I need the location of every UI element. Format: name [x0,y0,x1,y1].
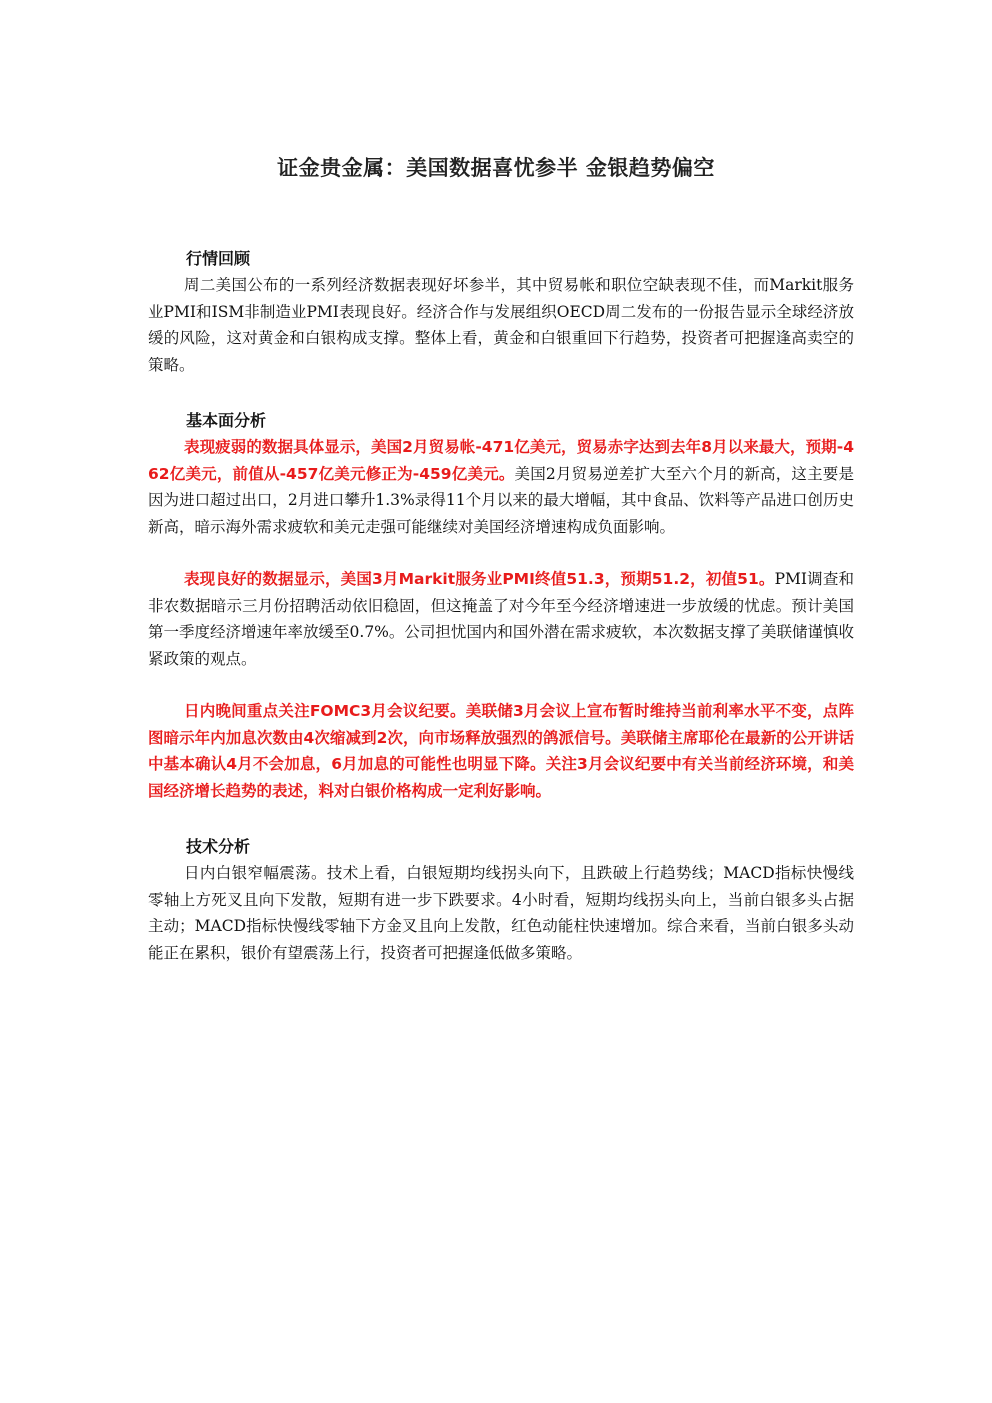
highlighted-text: 表现疲弱的数据具体显示，美国2月贸易帐-471亿美元，贸易赤字达到去年8月以来最大，预期-462亿美元，前值从-457亿美元修正为-459亿美元。 [148,438,854,483]
section-heading: 技术分析 [186,837,251,856]
paragraph: 周二美国公布的一系列经济数据表现好坏参半，其中贸易帐和职位空缺表现不佳，而Markit服务业PMI和ISM非制造业PMI表现良好。经济合作与发展组织OECD周二发布的一份报告显示全球经济放缓的风险，这对黄金和白银构成支撑。整体上看，黄金和白银重回下行趋势，投资者可把握逢高卖空的策略。 [148,276,854,374]
section-fundamental-analysis [148,408,854,804]
spacer [148,540,854,566]
spacer [148,804,854,834]
paragraph: 日内白银窄幅震荡。技术上看，白银短期均线拐头向下，且跌破上行趋势线；MACD指标快慢线零轴上方死叉且向下发散，短期有进一步下跌要求。4小时看，短期均线拐头向上，当前白银多头占据主动；MACD指标快慢线零轴下方金叉且向上发散，红色动能柱快速增加。综合来看，当前白银多头动能正在累积，银价有望震荡上行，投资者可把握逢低做多策略。 [148,864,854,962]
document-title: 证金贵金属：美国数据喜忧参半 金银趋势偏空 [277,156,715,180]
paragraph-text: PMI调查和非农数据暗示三月份招聘活动依旧稳固，但这掩盖了对今年至今经济增速进一步放缓的忧虑。预计美国第一季度经济增速年率放缓至0.7%。公司担忧国内和国外潜在需求疲软，本次数据支撑了美联储谨慎收紧政策的观点。 [148,570,854,668]
paragraph [148,698,854,804]
section-heading: 基本面分析 [186,411,267,430]
section-heading: 行情回顾 [186,249,251,268]
paragraph [148,434,854,540]
paragraph-text: 美国2月贸易逆差扩大至六个月的新高，这主要是因为进口超过出口，2月进口攀升1.3%录得11个月以来的最大增幅，其中食品、饮料等产品进口创历史新高，暗示海外需求疲软和美元走强可能继续对美国经济增速构成负面影响。 [148,464,854,536]
document-body [148,246,854,966]
spacer [148,672,854,698]
paragraph [148,566,854,672]
section-technical-analysis [148,834,854,966]
spacer [148,378,854,408]
section-market-review [148,246,854,378]
highlighted-text: 表现良好的数据显示，美国3月Markit服务业PMI终值51.3，预期51.2，初值51。 [184,570,775,588]
highlighted-text: 日内晚间重点关注FOMC3月会议纪要。美联储3月会议上宣布暂时维持当前利率水平不变，点阵图暗示年内加息次数由4次缩减到2次，向市场释放强烈的鸽派信号。美联储主席耶伦在最新的公开讲话中基本确认4月不会加息，6月加息的可能性也明显下降。关注3月会议纪要中有关当前经济环境，和美国经济增长趋势的表述，料对白银价格构成一定利好影响。 [148,702,854,800]
